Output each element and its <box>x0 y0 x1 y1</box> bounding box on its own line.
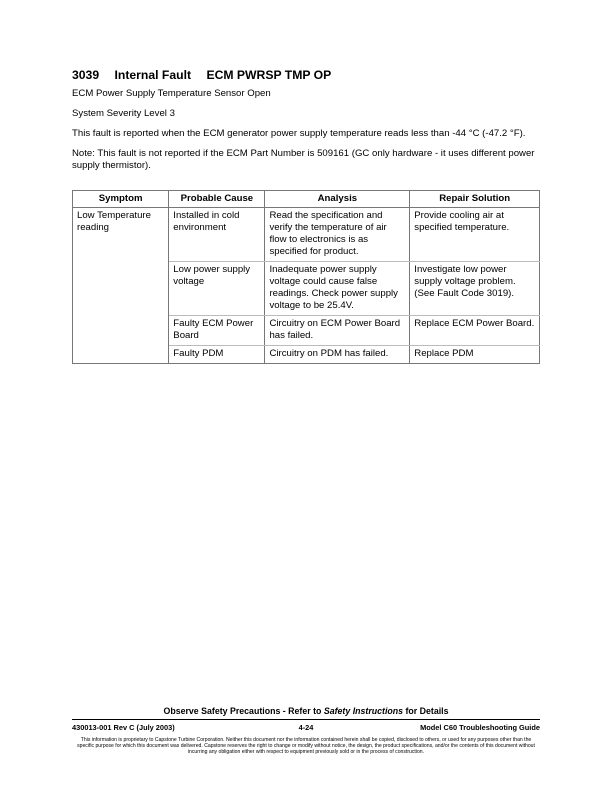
footer-divider <box>72 719 540 720</box>
page-footer <box>72 706 540 756</box>
cause-cell: Low power supply voltage <box>169 262 265 316</box>
severity-level: System Severity Level 3 <box>72 108 175 119</box>
symptom-cell: Low Temperature reading <box>73 208 169 364</box>
troubleshooting-table <box>72 190 540 364</box>
page-number: 4-24 <box>298 723 314 732</box>
header-analysis: Analysis <box>265 191 410 208</box>
cause-cell: Faulty ECM Power Board <box>169 316 265 346</box>
safety-suffix: for Details <box>403 706 449 716</box>
table-header-row <box>73 191 540 208</box>
fault-heading <box>72 68 540 82</box>
header-symptom: Symptom <box>73 191 169 208</box>
fault-name: ECM PWRSP TMP OP <box>206 68 332 82</box>
guide-title: Model C60 Troubleshooting Guide <box>420 723 540 732</box>
fault-code: 3039 <box>72 68 100 82</box>
fault-note: Note: This fault is not reported if the ECM Part Number is 509161 (GC only hardware - it uses different power supply thermistor). <box>72 148 535 171</box>
legal-notice: This information is proprietary to Capstone Turbine Corporation. Neither this document nor the information contained herein shall be copied, disclosed to others, or used for any purposes other than the specific purpose for which this document was delivered. Capstone reserves the right to change or modify without notice, the design, the product specifications, and/or the contents of this document without incurring any obligation either with respect to equipment previously sold or in the process of construction. <box>77 737 535 756</box>
footer-line <box>72 723 540 735</box>
solution-cell: Investigate low power supply voltage problem. (See Fault Code 3019). <box>410 262 540 316</box>
cause-cell: Installed in cold environment <box>169 208 265 262</box>
doc-number: 430013-001 Rev C (July 2003) <box>72 723 175 732</box>
fault-description: ECM Power Supply Temperature Sensor Open <box>72 88 271 99</box>
table-row <box>73 208 540 262</box>
analysis-cell: Inadequate power supply voltage could cause false readings. Check power supply voltage to be 25.4V. <box>265 262 410 316</box>
safety-instructions-ref: Safety Instructions <box>323 706 404 716</box>
analysis-cell: Read the specification and verify the temperature of air flow to electronics is as specified for product. <box>265 208 410 262</box>
solution-cell: Provide cooling air at specified temperature. <box>410 208 540 262</box>
analysis-cell: Circuitry on ECM Power Board has failed. <box>265 316 410 346</box>
fault-condition: This fault is reported when the ECM generator power supply temperature reads less than -44 °C (-47.2 °F). <box>72 128 526 139</box>
fault-label: Internal Fault <box>114 68 192 82</box>
safety-notice <box>72 706 540 716</box>
cause-cell: Faulty PDM <box>169 346 265 364</box>
header-probable-cause: Probable Cause <box>169 191 265 208</box>
solution-cell: Replace ECM Power Board. <box>410 316 540 346</box>
analysis-cell: Circuitry on PDM has failed. <box>265 346 410 364</box>
header-repair-solution: Repair Solution <box>410 191 540 208</box>
page-content <box>72 68 540 364</box>
solution-cell: Replace PDM <box>410 346 540 364</box>
safety-prefix: Observe Safety Precautions - Refer to <box>163 706 324 716</box>
